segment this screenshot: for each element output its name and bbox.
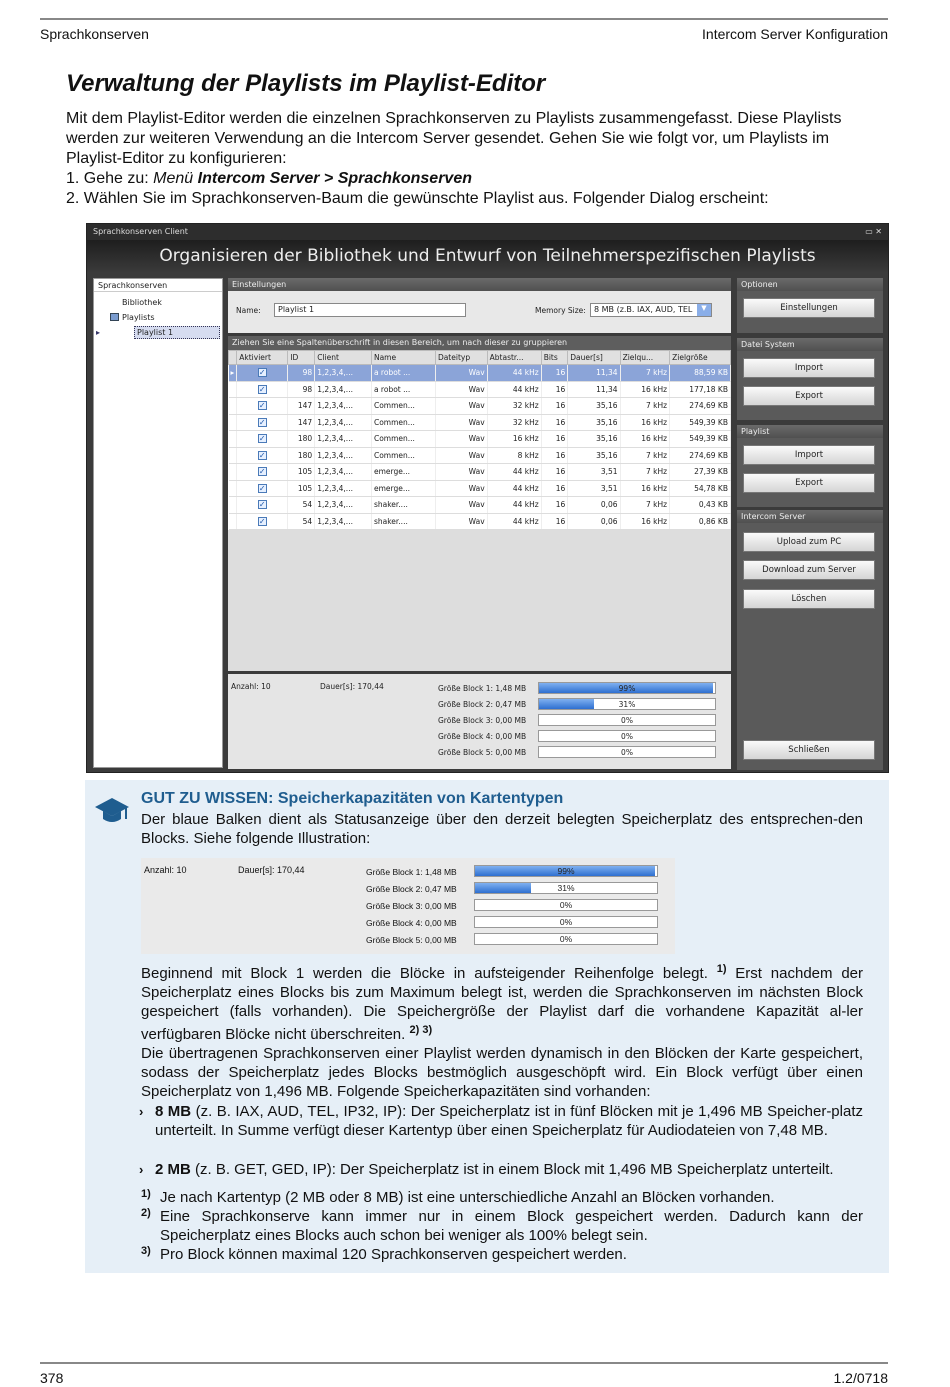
- download-button[interactable]: Download zum Server: [743, 560, 875, 580]
- p2-part-b: Erst nachdem der Speicherplatz eines Blocks bis zum Maximum belegt ist, werden die Sprachkonserven im nächsten Block gespeichert (falls vorhanden). Die Speichergröße der Playlist darf die vorhandene Kapazität al-ler verfügbaren Blöcke nicht überschreiten.: [141, 965, 863, 1043]
- block-usage-percent: 0%: [559, 900, 573, 910]
- fn1-text: Je nach Kartentyp (2 MB oder 8 MB) ist eine unterschiedliche Anzahl an Blöcken vorhanden.: [160, 1189, 775, 1206]
- table-cell: 44 kHz: [487, 497, 541, 514]
- row-indicator: [229, 480, 237, 497]
- block-size-label: Größe Block 3: 0,00 MB: [366, 901, 457, 911]
- close-button[interactable]: Schließen: [743, 740, 875, 760]
- step-1: [66, 169, 888, 189]
- table-cell: 44 kHz: [487, 480, 541, 497]
- filesystem-group: [737, 338, 883, 420]
- block-size-label: Größe Block 4: 0,00 MB: [438, 732, 527, 741]
- table-cell: 11,34: [568, 381, 620, 398]
- table-row[interactable]: [229, 497, 731, 514]
- activated-cell[interactable]: [237, 431, 288, 448]
- doc-version: 1.2/0718: [833, 1370, 888, 1386]
- table-cell: 16: [541, 431, 568, 448]
- table-cell: 177,18 KB: [670, 381, 731, 398]
- memory-size-label: Memory Size:: [535, 306, 586, 315]
- checkbox-icon[interactable]: ✓: [258, 483, 266, 493]
- block-usage-bar: [538, 698, 716, 710]
- ill-count-label: Anzahl: 10: [144, 865, 187, 875]
- table-header-row: [229, 351, 731, 365]
- table-cell: 88,59 KB: [670, 365, 731, 382]
- block-size-label: Größe Block 2: 0,47 MB: [366, 884, 457, 894]
- activated-cell[interactable]: [237, 497, 288, 514]
- table-cell: 274,69 KB: [670, 447, 731, 464]
- p2-part-a: Beginnend mit Block 1 werden die Blöcke in aufsteigender Reihenfolge belegt.: [141, 965, 708, 982]
- intro-text: [66, 109, 888, 209]
- table-cell: 1,2,3,4,...: [315, 398, 372, 415]
- table-cell: 1,2,3,4,...: [315, 431, 372, 448]
- memory-size-value: 8 MB (z.B. IAX, AUD, TEL: [594, 305, 693, 314]
- table-cell: 54: [288, 513, 315, 530]
- table-cell: Wav: [435, 414, 487, 431]
- upload-button[interactable]: Upload zum PC: [743, 532, 875, 552]
- row-indicator: [229, 431, 237, 448]
- table-cell: 16 kHz: [620, 381, 670, 398]
- column-header[interactable]: ID: [288, 351, 315, 365]
- table-cell: 3,51: [568, 480, 620, 497]
- table-row[interactable]: [229, 431, 731, 448]
- table-row[interactable]: [229, 381, 731, 398]
- grid-panel: [228, 336, 731, 671]
- table-cell: emerge...: [371, 480, 435, 497]
- chevron-right-icon: ›: [139, 1104, 144, 1119]
- tree-item-playlist-1[interactable]: Playlist 1: [134, 326, 220, 339]
- block-usage-bar: [474, 933, 658, 945]
- checkbox-icon[interactable]: ✓: [258, 467, 266, 477]
- table-cell: Wav: [435, 398, 487, 415]
- tree-item-library[interactable]: Bibliothek: [122, 298, 162, 307]
- table-cell: 16: [541, 513, 568, 530]
- dialog-banner: Organisieren der Bibliothek und Entwurf von Teilnehmerspezifischen Playlists: [87, 240, 888, 272]
- column-header[interactable]: Dateityp: [435, 351, 487, 365]
- table-cell: 35,16: [568, 431, 620, 448]
- table-cell: Commen...: [371, 431, 435, 448]
- activated-cell[interactable]: [237, 464, 288, 481]
- intro-paragraph: Mit dem Playlist-Editor werden die einzelnen Sprachkonserven zu Playlists zusammengefasst. Diese Playlists werden zur weiteren Verwendung an die Intercom Server gesendet. Gehen Sie wie folgt vor, um Playlists im Playlist-Editor zu konfigurieren:: [66, 110, 842, 167]
- table-cell: 35,16: [568, 398, 620, 415]
- table-cell: 180: [288, 447, 315, 464]
- name-label: Name:: [236, 306, 261, 315]
- block-usage-percent: 0%: [621, 748, 633, 757]
- table-cell: 0,06: [568, 513, 620, 530]
- step-1-path: Intercom Server > Sprachkonserven: [197, 170, 472, 187]
- table-cell: 1,2,3,4,...: [315, 381, 372, 398]
- fn2-text: Eine Sprachkonserve kann immer nur in einem Block gespeichert werden. Dadurch kann der Speicherplatz eines Blocks auch schon bei weniger als 100% belegt sein.: [160, 1208, 863, 1244]
- row-indicator: [229, 447, 237, 464]
- activated-cell[interactable]: [237, 480, 288, 497]
- table-cell: 7 kHz: [620, 398, 670, 415]
- checkbox-icon[interactable]: ✓: [258, 368, 266, 378]
- window-title: Sprachkonserven Client: [93, 227, 188, 236]
- settings-button[interactable]: Einstellungen: [743, 298, 875, 318]
- table-row[interactable]: [229, 480, 731, 497]
- bullet1-text: (z. B. IAX, AUD, TEL, IP32, IP): Der Speicherplatz ist in fünf Blöcken mit je 1,496 MB Speicher-platz unterteilt. In Summe verfügt dieser Kartentyp über einen Speicherplatz für Audiodateien von 7,48 MB.: [155, 1103, 863, 1139]
- delete-button[interactable]: Löschen: [743, 589, 875, 609]
- block-usage-bar: [538, 714, 716, 726]
- settings-header: Einstellungen: [228, 278, 731, 291]
- footnote-2: [141, 1207, 863, 1245]
- table-cell: 35,16: [568, 447, 620, 464]
- table-cell: shaker....: [371, 497, 435, 514]
- activated-cell[interactable]: [237, 513, 288, 530]
- table-cell: 16: [541, 497, 568, 514]
- intercom-header: Intercom Server: [737, 510, 883, 523]
- column-header[interactable]: Abtastr...: [487, 351, 541, 365]
- table-cell: 44 kHz: [487, 381, 541, 398]
- fn1-mark: 1): [141, 1188, 151, 1200]
- activated-cell[interactable]: [237, 381, 288, 398]
- footnote-ref-2-3: 2) 3): [409, 1024, 433, 1036]
- table-cell: 16 kHz: [620, 480, 670, 497]
- column-header[interactable]: Zielgröße: [670, 351, 731, 365]
- table-cell: 11,34: [568, 365, 620, 382]
- activated-cell[interactable]: [237, 398, 288, 415]
- folder-icon: [110, 313, 119, 321]
- window-titlebar: [87, 224, 888, 240]
- table-cell: Wav: [435, 464, 487, 481]
- footnote-ref-1: 1): [716, 963, 727, 975]
- table-cell: 32 kHz: [487, 398, 541, 415]
- table-cell: 8 kHz: [487, 447, 541, 464]
- table-cell: 7 kHz: [620, 365, 670, 382]
- table-cell: 549,39 KB: [670, 414, 731, 431]
- table-row[interactable]: [229, 414, 731, 431]
- options-group: [737, 278, 883, 333]
- table-cell: 0,43 KB: [670, 497, 731, 514]
- footnote-3: [141, 1245, 863, 1264]
- row-indicator: [229, 497, 237, 514]
- bullet1-bold: 8 MB: [155, 1103, 192, 1120]
- step-1-prefix: 1. Gehe zu:: [66, 170, 154, 187]
- activated-cell[interactable]: [237, 447, 288, 464]
- block-usage-bar: [474, 865, 658, 877]
- table-cell: a robot ...: [371, 365, 435, 382]
- fs-export-button[interactable]: Export: [743, 386, 875, 406]
- block-usage-bar: [474, 899, 658, 911]
- checkbox-icon[interactable]: ✓: [258, 401, 266, 411]
- filesystem-header: Datei System: [737, 338, 883, 351]
- table-cell: Commen...: [371, 398, 435, 415]
- table-cell: 16: [541, 398, 568, 415]
- list-item-2mb: [141, 1160, 863, 1179]
- playlist-header: Playlist: [737, 425, 883, 438]
- count-label: Anzahl: 10: [231, 682, 271, 691]
- tip-box: [85, 780, 889, 1273]
- step-2: 2. Wählen Sie im Sprachkonserven-Baum die gewünschte Playlist aus. Folgender Dialog erscheint:: [66, 190, 769, 207]
- table-cell: Wav: [435, 381, 487, 398]
- table-cell: 16: [541, 381, 568, 398]
- table-cell: Commen...: [371, 414, 435, 431]
- tip-paragraph-2: [141, 960, 863, 1044]
- table-cell: 16: [541, 414, 568, 431]
- checkbox-icon[interactable]: ✓: [258, 417, 266, 427]
- table-cell: 16: [541, 464, 568, 481]
- table-row[interactable]: [229, 398, 731, 415]
- table-cell: 32 kHz: [487, 414, 541, 431]
- header-right: Intercom Server Konfiguration: [702, 26, 888, 42]
- table-cell: 7 kHz: [620, 464, 670, 481]
- playlist-group: [737, 425, 883, 507]
- tree-item-playlists[interactable]: Playlists: [122, 313, 155, 322]
- table-cell: 98: [288, 365, 315, 382]
- page-number: 378: [40, 1370, 64, 1386]
- block-usage-percent: 31%: [618, 700, 636, 709]
- table-cell: Wav: [435, 480, 487, 497]
- chevron-right-icon: ›: [139, 1162, 144, 1177]
- status-panel: [228, 674, 731, 769]
- bullet2-text: (z. B. GET, GED, IP): Der Speicherplatz ist in einem Block mit 1,496 MB Speicherplatz unterteilt.: [190, 1161, 834, 1178]
- checkbox-icon[interactable]: ✓: [258, 384, 266, 394]
- table-cell: 1,2,3,4,...: [315, 464, 372, 481]
- intercom-group: [737, 510, 883, 770]
- name-input[interactable]: Playlist 1: [274, 303, 466, 317]
- table-cell: Commen...: [371, 447, 435, 464]
- row-indicator: [229, 464, 237, 481]
- table-cell: 147: [288, 414, 315, 431]
- table-cell: 16 kHz: [487, 431, 541, 448]
- row-pointer-icon: ▸: [96, 328, 101, 337]
- block-usage-percent: 0%: [559, 934, 573, 944]
- checkbox-icon[interactable]: ✓: [258, 434, 266, 444]
- block-size-label: Größe Block 1: 1,48 MB: [438, 684, 527, 693]
- table-cell: 7 kHz: [620, 497, 670, 514]
- table-cell: Wav: [435, 513, 487, 530]
- table-cell: 7 kHz: [620, 447, 670, 464]
- window-controls[interactable]: ▭ ✕: [865, 227, 882, 236]
- table-cell: 1,2,3,4,...: [315, 497, 372, 514]
- chevron-down-icon[interactable]: ▼: [697, 304, 711, 316]
- duration-label: Dauer[s]: 170,44: [320, 682, 384, 691]
- table-cell: Wav: [435, 365, 487, 382]
- row-indicator-header: [229, 351, 237, 365]
- table-cell: Wav: [435, 431, 487, 448]
- footnote-1: [141, 1188, 863, 1207]
- table-cell: 44 kHz: [487, 365, 541, 382]
- table-cell: 0,06: [568, 497, 620, 514]
- table-cell: a robot ...: [371, 381, 435, 398]
- memory-size-select[interactable]: [590, 303, 712, 317]
- table-cell: 16 kHz: [620, 513, 670, 530]
- table-cell: 16: [541, 447, 568, 464]
- tip-title: GUT ZU WISSEN: Speicherkapazitäten von Kartentypen: [141, 790, 564, 807]
- table-cell: shaker....: [371, 513, 435, 530]
- table-row[interactable]: [229, 513, 731, 530]
- block-size-label: Größe Block 4: 0,00 MB: [366, 918, 457, 928]
- row-indicator: [229, 513, 237, 530]
- block-size-label: Größe Block 2: 0,47 MB: [438, 700, 527, 709]
- table-cell: emerge...: [371, 464, 435, 481]
- column-header[interactable]: Client: [315, 351, 372, 365]
- block-size-label: Größe Block 3: 0,00 MB: [438, 716, 527, 725]
- options-header: Optionen: [737, 278, 883, 291]
- tip-paragraph-1: Der blaue Balken dient als Statusanzeige über den derzeit belegten Speicherplatz des entsprechen-den Blocks. Siehe folgende Illustration:: [141, 811, 863, 847]
- table-cell: 1,2,3,4,...: [315, 480, 372, 497]
- row-indicator: ▸: [229, 365, 237, 382]
- fn3-mark: 3): [141, 1245, 151, 1257]
- table-cell: 44 kHz: [487, 464, 541, 481]
- block-usage-bar: [538, 730, 716, 742]
- table-cell: 16 kHz: [620, 414, 670, 431]
- bullet2-bold: 2 MB: [155, 1161, 191, 1178]
- row-indicator: [229, 398, 237, 415]
- tree-header: Sprachkonserven: [94, 279, 222, 292]
- tip-paragraph-3: Die übertragenen Sprachkonserven einer Playlist werden dynamisch in den Blöcken der Karte gespeichert, sodass der Speicherplatz jedes Blocks bestmöglich ausgeschöpft wird. Ein Block verfügt über einen Speicherplatz von 1,496 MB. Folgende Speicherkapazitäten sind vorhanden:: [141, 1045, 863, 1100]
- table-cell: 98: [288, 381, 315, 398]
- block-size-label: Größe Block 1: 1,48 MB: [366, 867, 457, 877]
- tree-panel: [93, 278, 223, 768]
- column-header[interactable]: Name: [371, 351, 435, 365]
- activated-cell[interactable]: [237, 414, 288, 431]
- block-usage-percent: 31%: [557, 883, 575, 893]
- page-header: [40, 18, 888, 42]
- row-indicator: [229, 414, 237, 431]
- fn2-mark: 2): [141, 1207, 151, 1219]
- block-size-label: Größe Block 5: 0,00 MB: [438, 748, 527, 757]
- pl-import-button[interactable]: Import: [743, 445, 875, 465]
- header-left: Sprachkonserven: [40, 26, 149, 42]
- table-row[interactable]: [229, 365, 731, 382]
- graduation-cap-icon: [94, 796, 130, 826]
- table-cell: 27,39 KB: [670, 464, 731, 481]
- ill-duration-label: Dauer[s]: 170,44: [238, 865, 305, 875]
- table-cell: 549,39 KB: [670, 431, 731, 448]
- table-cell: 16: [541, 480, 568, 497]
- table-cell: 16 kHz: [620, 431, 670, 448]
- table-cell: 105: [288, 464, 315, 481]
- table-cell: 180: [288, 431, 315, 448]
- checkbox-icon[interactable]: ✓: [258, 500, 266, 510]
- pl-export-button[interactable]: Export: [743, 473, 875, 493]
- table-cell: 44 kHz: [487, 513, 541, 530]
- group-hint: Ziehen Sie eine Spaltenüberschrift in diesen Bereich, um nach dieser zu gruppieren: [228, 336, 731, 350]
- column-header[interactable]: Aktiviert: [237, 351, 288, 365]
- block-usage-percent: 99%: [557, 866, 575, 876]
- table-cell: Wav: [435, 497, 487, 514]
- table-cell: 54,78 KB: [670, 480, 731, 497]
- block-usage-percent: 99%: [618, 684, 636, 693]
- table-cell: 1,2,3,4,...: [315, 414, 372, 431]
- table-cell: 147: [288, 398, 315, 415]
- list-item-8mb: [141, 1102, 863, 1140]
- block-usage-bar: [538, 682, 716, 694]
- table-cell: 16: [541, 365, 568, 382]
- table-cell: 54: [288, 497, 315, 514]
- block-illustration: [141, 858, 675, 954]
- block-usage-bar: [474, 882, 658, 894]
- row-indicator: [229, 381, 237, 398]
- fn3-text: Pro Block können maximal 120 Sprachkonserven gespeichert werden.: [160, 1246, 627, 1263]
- page-title: Verwaltung der Playlists im Playlist-Editor: [66, 70, 546, 97]
- table-row[interactable]: [229, 447, 731, 464]
- column-header[interactable]: Bits: [541, 351, 568, 365]
- fs-import-button[interactable]: Import: [743, 358, 875, 378]
- table-cell: 105: [288, 480, 315, 497]
- table-cell: 1,2,3,4,...: [315, 365, 372, 382]
- column-header[interactable]: Dauer[s]: [568, 351, 620, 365]
- sound-table: [228, 350, 731, 530]
- dialog-screenshot: [86, 223, 889, 773]
- table-cell: 35,16: [568, 414, 620, 431]
- block-size-label: Größe Block 5: 0,00 MB: [366, 935, 457, 945]
- table-cell: 3,51: [568, 464, 620, 481]
- table-row[interactable]: [229, 464, 731, 481]
- table-cell: Wav: [435, 447, 487, 464]
- block-usage-percent: 0%: [559, 917, 573, 927]
- checkbox-icon[interactable]: ✓: [258, 516, 266, 526]
- table-cell: 274,69 KB: [670, 398, 731, 415]
- block-usage-percent: 0%: [621, 716, 633, 725]
- step-1-menu: Menü: [153, 170, 198, 187]
- table-cell: 1,2,3,4,...: [315, 447, 372, 464]
- block-usage-percent: 0%: [621, 732, 633, 741]
- table-cell: 1,2,3,4,...: [315, 513, 372, 530]
- column-header[interactable]: Zielqu...: [620, 351, 670, 365]
- block-usage-bar: [474, 916, 658, 928]
- table-cell: 0,86 KB: [670, 513, 731, 530]
- settings-panel: [228, 278, 731, 333]
- activated-cell[interactable]: [237, 365, 288, 382]
- block-usage-bar: [538, 746, 716, 758]
- page-footer: [40, 1362, 888, 1386]
- checkbox-icon[interactable]: ✓: [258, 450, 266, 460]
